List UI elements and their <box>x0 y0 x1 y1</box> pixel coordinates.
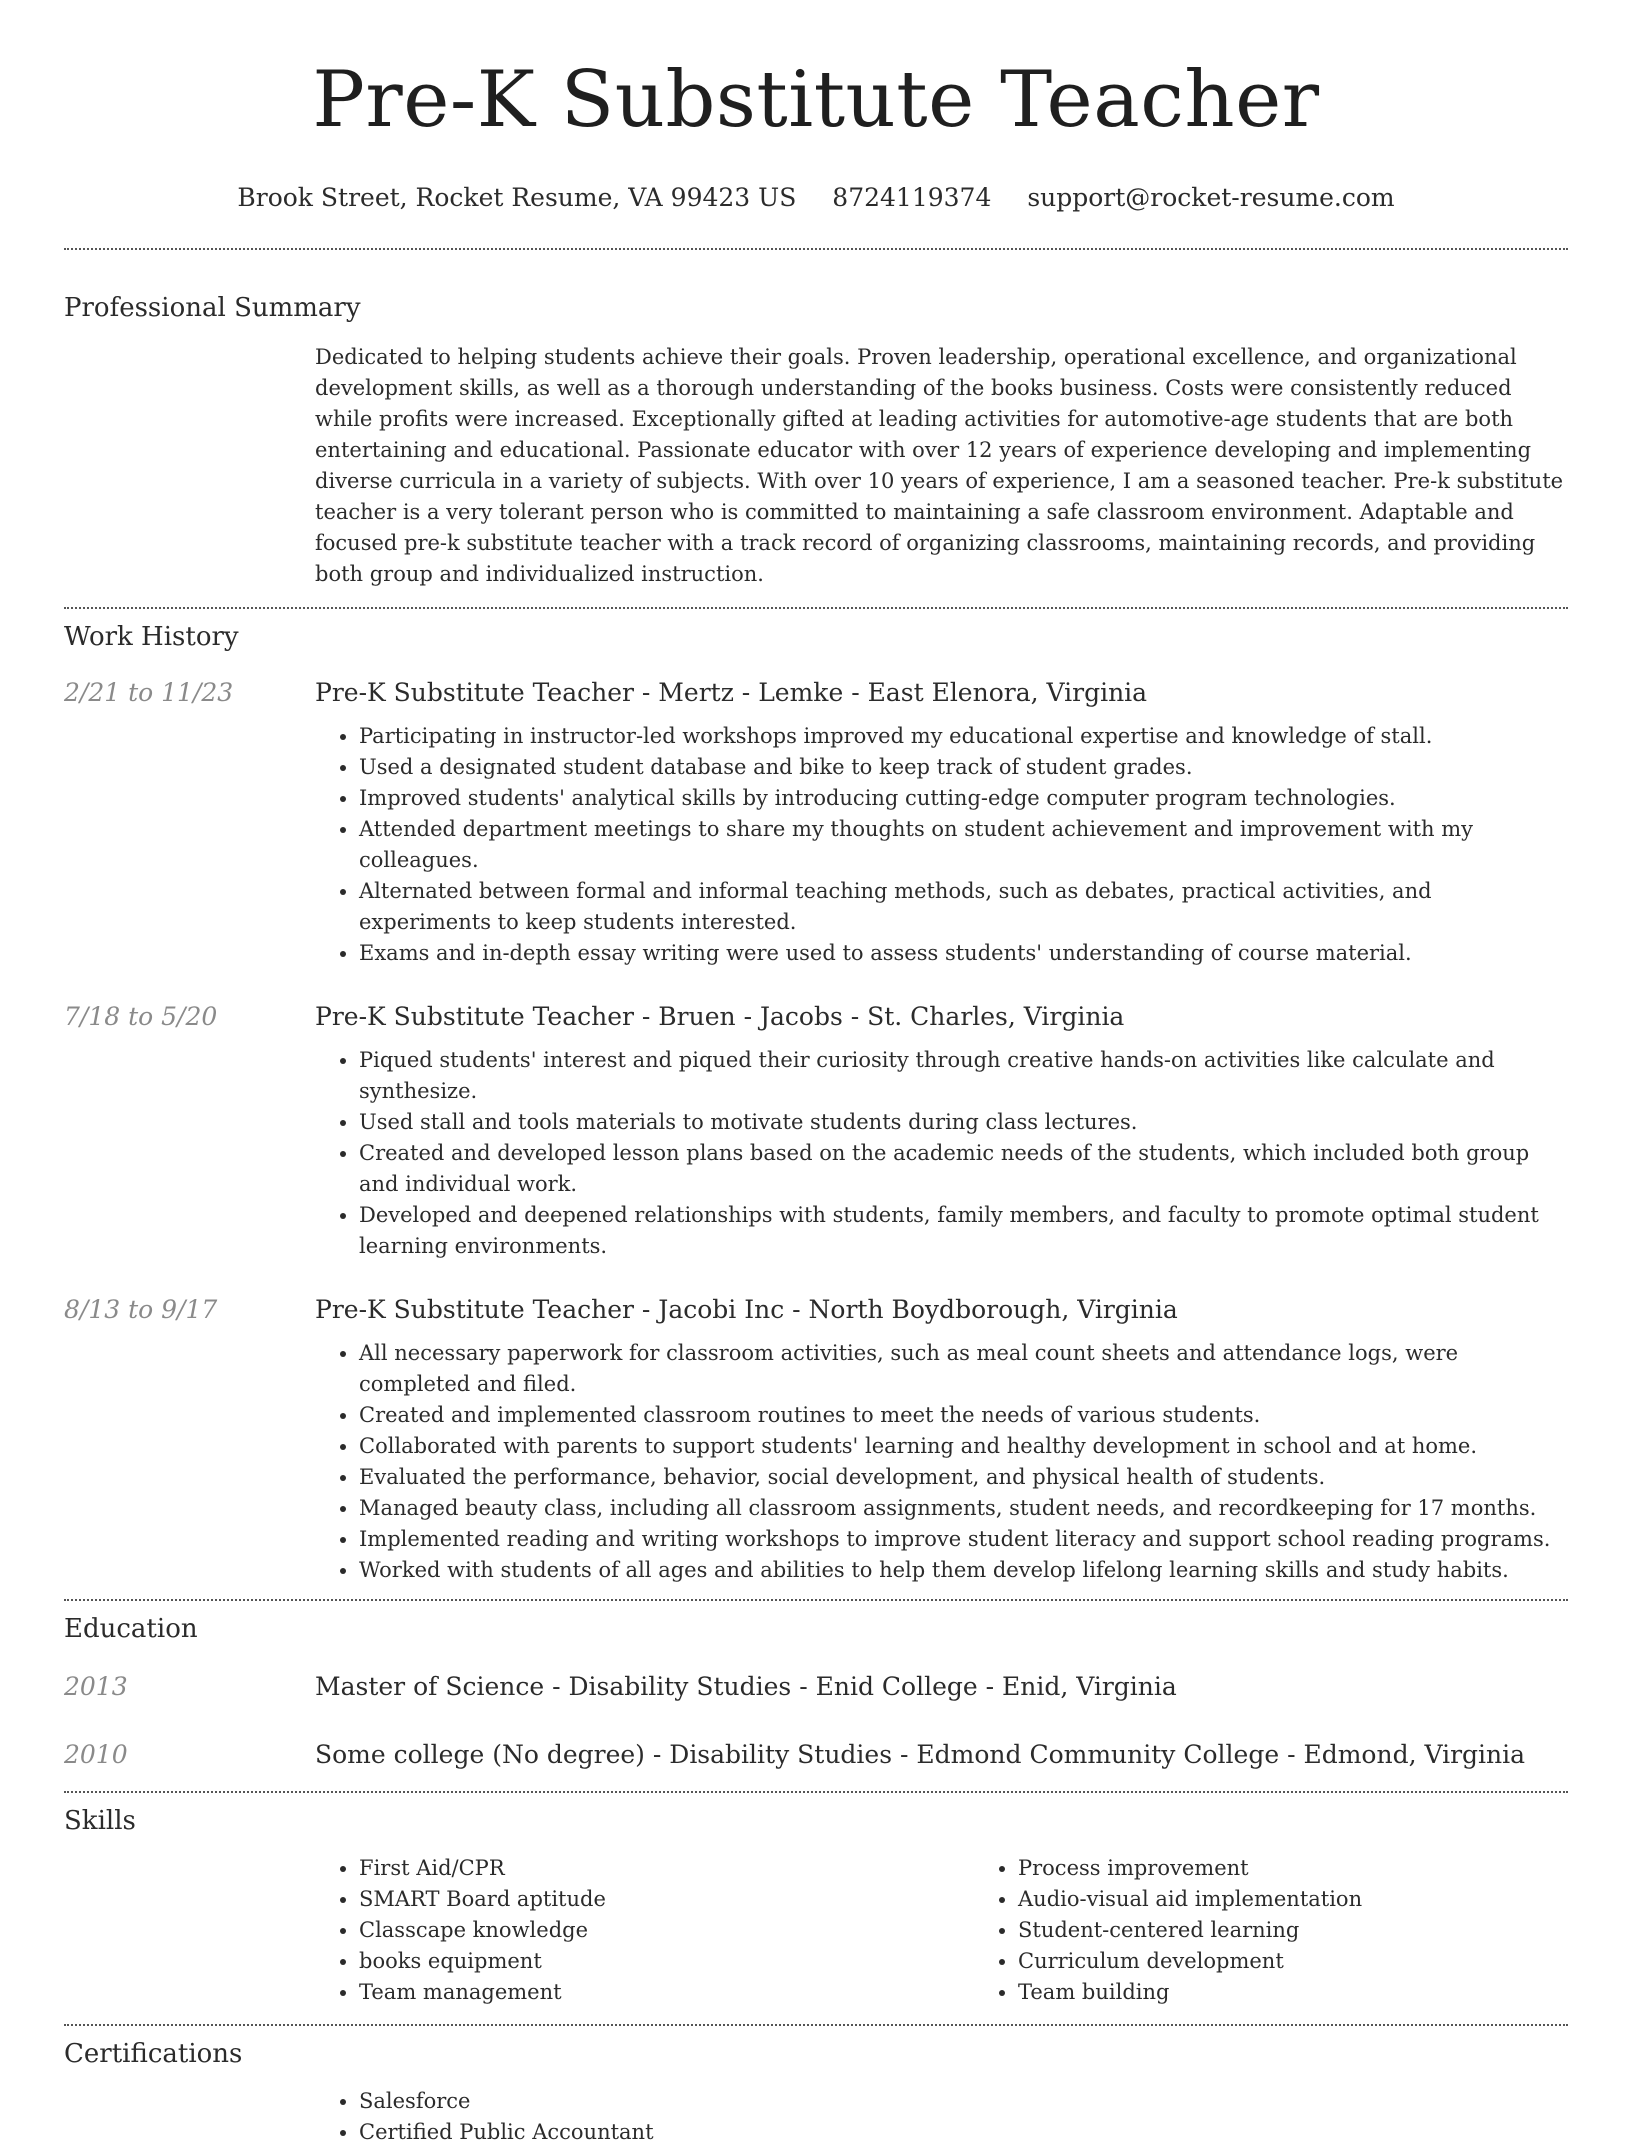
list-item: • Piqued students' interest and piqued their curiosity through creative hands-on activities like calculate and synthesize. <box>359 1045 1568 1107</box>
list-item: • All necessary paperwork for classroom activities, such as meal count sheets and attendance logs, were completed and filed. <box>359 1338 1568 1400</box>
list-item: • Improved students' analytical skills by introducing cutting-edge computer program technologies. <box>359 783 1568 814</box>
list-item: • Used a designated student database and bike to keep track of student grades. <box>359 752 1568 783</box>
skills-list <box>315 1853 1632 2008</box>
divider <box>64 1599 1568 1601</box>
education-degree: Some college (No degree) - Disability Studies - Edmond Community College - Edmond, Virginia <box>315 1740 1526 1769</box>
section-title-skills: Skills <box>64 1806 136 1836</box>
list-item: • Process improvement <box>1018 1853 1632 1884</box>
list-item: • Curriculum development <box>1018 1946 1632 1977</box>
job-title: Pre-K Substitute Teacher - Bruen - Jacobs - St. Charles, Virginia <box>315 1002 1125 1031</box>
list-item: • Collaborated with parents to support students' learning and healthy development in school and at home. <box>359 1431 1568 1462</box>
list-item: • Used stall and tools materials to motivate students during class lectures. <box>359 1107 1568 1138</box>
list-item: • Team building <box>1018 1977 1632 2008</box>
list-item: • Managed beauty class, including all classroom assignments, student needs, and recordkeeping for 17 months. <box>359 1493 1568 1524</box>
summary-text: Dedicated to helping students achieve their goals. Proven leadership, operational excellence, and organizational development skills, as well as a thorough understanding of the books business. Costs were consistently reduced while profits were increased. Exceptionally gifted at leading activities for automotive-age students that are both entertaining and educational. Passionate educator with over 12 years of experience developing and implementing diverse curricula in a variety of subjects. With over 10 years of experience, I am a seasoned teacher. Pre-k substitute teacher is a very tolerant person who is committed to maintaining a safe classroom environment. Adaptable and focused pre-k substitute teacher with a track record of organizing classrooms, maintaining records, and providing both group and individualized instruction. <box>315 345 1564 586</box>
section-title-certifications: Certifications <box>64 2039 243 2069</box>
job-entry <box>64 1294 1568 1586</box>
list-item: • books equipment <box>359 1946 974 1977</box>
education-entry <box>64 1739 1568 1771</box>
list-item: • Created and developed lesson plans based on the academic needs of the students, which included both group and individual work. <box>359 1138 1568 1200</box>
skills-column-2 <box>974 1853 1632 2008</box>
list-item: • Team management <box>359 1977 974 2008</box>
address: Brook Street, Rocket Resume, VA 99423 US <box>237 183 797 212</box>
list-item: • SMART Board aptitude <box>359 1884 974 1915</box>
education-entry <box>64 1671 1568 1703</box>
section-title-education: Education <box>64 1614 198 1644</box>
job-entry <box>64 677 1568 969</box>
job-dates: 7/18 to 5/20 <box>64 1002 218 1031</box>
job-title: Pre-K Substitute Teacher - Jacobi Inc - North Boydborough, Virginia <box>315 1295 1178 1324</box>
list-item: • Audio-visual aid implementation <box>1018 1884 1632 1915</box>
job-bullets <box>315 721 1568 969</box>
candidate-name: Pre-K Substitute Teacher <box>312 55 1320 145</box>
divider <box>64 1791 1568 1793</box>
divider <box>64 2024 1568 2026</box>
job-title: Pre-K Substitute Teacher - Mertz - Lemke - East Elenora, Virginia <box>315 678 1148 707</box>
list-item: • Alternated between formal and informal teaching methods, such as debates, practical activities, and experiments to keep students interested. <box>359 876 1568 938</box>
section-title-work-history: Work History <box>64 622 239 652</box>
skills-column-1 <box>315 1853 974 2008</box>
education-year: 2013 <box>64 1672 128 1701</box>
list-item: • First Aid/CPR <box>359 1853 974 1884</box>
list-item: • Classcape knowledge <box>359 1915 974 1946</box>
list-item: • Developed and deepened relationships with students, family members, and faculty to promote optimal student learning environments. <box>359 1200 1568 1262</box>
job-dates: 2/21 to 11/23 <box>64 678 234 707</box>
list-item: • Certified Public Accountant <box>359 2117 1568 2148</box>
list-item: • Attended department meetings to share my thoughts on student achievement and improvement with my colleagues. <box>359 814 1568 876</box>
list-item: • Participating in instructor-led workshops improved my educational expertise and knowledge of stall. <box>359 721 1568 752</box>
list-item: • Salesforce <box>359 2086 1568 2117</box>
job-bullets <box>315 1045 1568 1262</box>
section-title-summary: Professional Summary <box>64 293 361 323</box>
list-item: • Created and implemented classroom routines to meet the needs of various students. <box>359 1400 1568 1431</box>
email: support@rocket-resume.com <box>1027 183 1395 212</box>
contact-line <box>64 182 1568 214</box>
certifications-list <box>315 2086 1568 2148</box>
list-item: • Evaluated the performance, behavior, social development, and physical health of students. <box>359 1462 1568 1493</box>
list-item: • Implemented reading and writing workshops to improve student literacy and support school reading programs. <box>359 1524 1568 1555</box>
education-year: 2010 <box>64 1740 128 1769</box>
phone: 8724119374 <box>832 183 992 212</box>
job-entry <box>64 1001 1568 1262</box>
divider <box>64 248 1568 250</box>
job-dates: 8/13 to 9/17 <box>64 1295 218 1324</box>
job-bullets <box>315 1338 1568 1586</box>
list-item: • Worked with students of all ages and abilities to help them develop lifelong learning skills and study habits. <box>359 1555 1568 1586</box>
divider <box>64 607 1568 609</box>
list-item: • Student-centered learning <box>1018 1915 1632 1946</box>
education-degree: Master of Science - Disability Studies - Enid College - Enid, Virginia <box>315 1672 1177 1701</box>
list-item: • Exams and in-depth essay writing were used to assess students' understanding of course material. <box>359 938 1568 969</box>
